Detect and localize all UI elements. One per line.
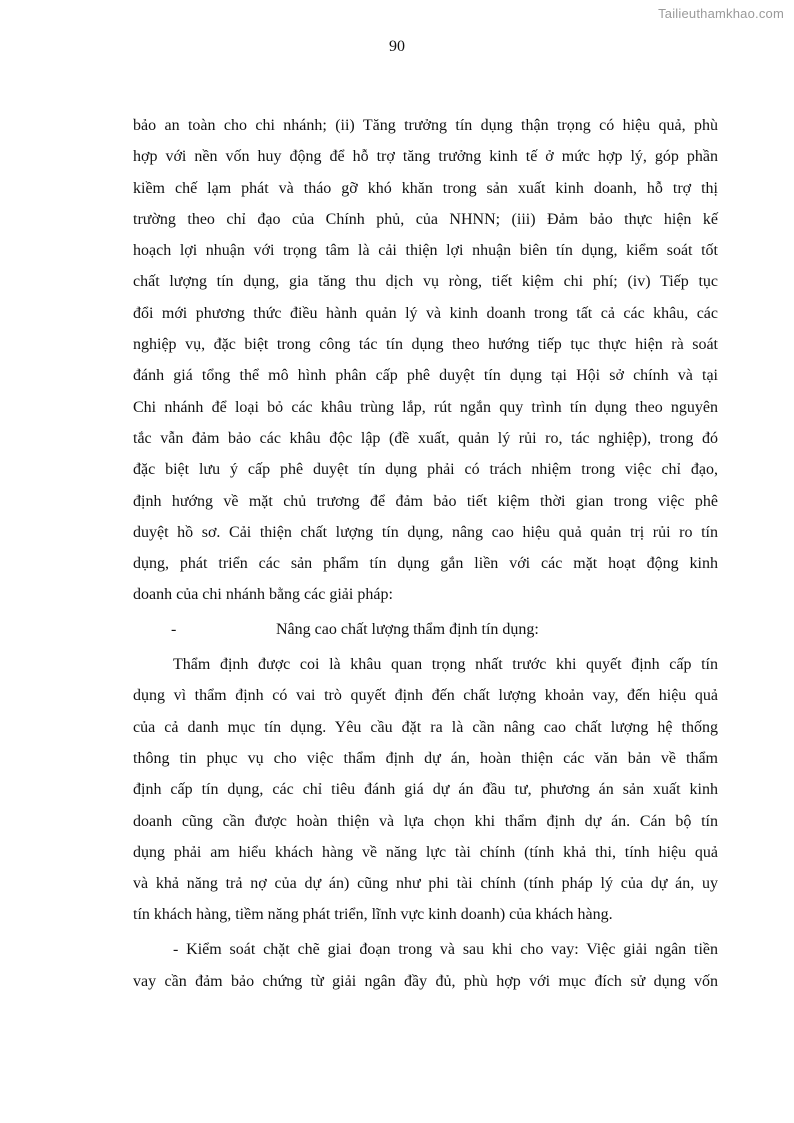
text-line: vay cần đảm bảo chứng từ giải ngân đầy đủ, phù hợp với mục đích sử dụng vốn xyxy=(133,972,718,990)
text-line: doanh cũng cần được hoàn thiện và lựa chọn khi thẩm định dự án. Cán bộ tín xyxy=(133,812,718,830)
paragraph-2 xyxy=(133,649,718,931)
section-heading: Nâng cao chất lượng thẩm định tín dụng: xyxy=(276,621,539,639)
text-line: và khả năng trả nợ của dự án) cũng như phi tài chính (tính pháp lý của dự án, uy xyxy=(133,875,718,893)
text-line: đổi mới phương thức điều hành quản lý và kinh doanh trong tất cả các khâu, các xyxy=(133,304,718,322)
text-line: hoạch lợi nhuận với trọng tâm là cải thiện lợi nhuận biên tín dụng, kiểm soát tốt xyxy=(133,242,718,260)
text-line: tắc vẫn đảm bảo các khâu độc lập (đề xuất, quản lý rủi ro, tác nghiệp), trong đó xyxy=(133,429,718,447)
text-line: Thẩm định được coi là khâu quan trọng nhất trước khi quyết định cấp tín xyxy=(173,656,718,674)
page-number: 90 xyxy=(389,38,405,55)
text-line: định hướng về mặt chủ trương để đảm bảo tiết kiệm thời gian trong việc phê xyxy=(133,492,718,510)
text-line: nghiệp vụ, đặc biệt trong công tác tín dụng theo hướng tiếp tục thực hiện rà soát xyxy=(133,336,718,354)
watermark: Tailieuthamkhao.com xyxy=(658,6,784,21)
text-line: định cấp tín dụng, các chỉ tiêu đánh giá dự án đầu tư, phương án sản xuất kinh xyxy=(133,781,718,799)
text-line: trường theo chỉ đạo của Chính phủ, của NHNN; (iii) Đảm bảo thực hiện kế xyxy=(133,210,718,228)
text-line: duyệt hồ sơ. Cải thiện chất lượng tín dụng, nâng cao hiệu quả quản trị rủi ro tín xyxy=(133,523,718,541)
text-line: của cả danh mục tín dụng. Yêu cầu đặt ra là cần nâng cao chất lượng hệ thống xyxy=(133,718,718,736)
paragraph-1 xyxy=(133,110,718,611)
text-line: đặc biệt lưu ý cấp phê duyệt tín dụng phải có trách nhiệm trong việc chỉ đạo, xyxy=(133,461,718,479)
text-line: đánh giá tổng thể mô hình phân cấp phê duyệt tín dụng tại Hội sở chính và tại xyxy=(133,367,718,385)
text-line: Chi nhánh để loại bỏ các khâu trùng lắp, rút ngắn quy trình tín dụng theo nguyên xyxy=(133,398,718,416)
text-line: dụng, phát triển các sản phẩm tín dụng gắn liền với các mặt hoạt động kinh xyxy=(133,555,718,573)
text-line: dụng phải am hiểu khách hàng về năng lực tài chính (tính khả thi, tính hiệu quả xyxy=(133,843,718,861)
text-line: dụng vì thẩm định có vai trò quyết định đến chất lượng khoản vay, đến hiệu quả xyxy=(133,687,718,705)
dash-marker: - xyxy=(171,621,177,639)
text-line: - Kiểm soát chặt chẽ giai đoạn trong và sau khi cho vay: Việc giải ngân tiền xyxy=(173,941,718,959)
text-line: tín khách hàng, tiềm năng phát triển, lĩnh vực kinh doanh) của khách hàng. xyxy=(133,906,613,924)
text-line: thông tin phục vụ cho việc thẩm định dự án, hoàn thiện các văn bản về thẩm xyxy=(133,749,718,767)
paragraph-3 xyxy=(133,934,718,997)
dash-list-item xyxy=(133,614,718,645)
text-line: chất lượng tín dụng, gia tăng thu dịch vụ ròng, tiết kiệm chi phí; (iv) Tiếp tục xyxy=(133,273,718,291)
text-line: hợp với nền vốn huy động để hỗ trợ tăng trưởng kinh tế ở mức hợp lý, góp phần xyxy=(133,148,718,166)
text-line: doanh của chi nhánh bằng các giải pháp: xyxy=(133,586,393,604)
document-body xyxy=(133,110,718,997)
text-line: bảo an toàn cho chi nhánh; (ii) Tăng trưởng tín dụng thận trọng có hiệu quả, phù xyxy=(133,117,718,134)
text-line: kiềm chế lạm phát và tháo gỡ khó khăn trong sản xuất kinh doanh, hỗ trợ thị xyxy=(133,179,718,197)
